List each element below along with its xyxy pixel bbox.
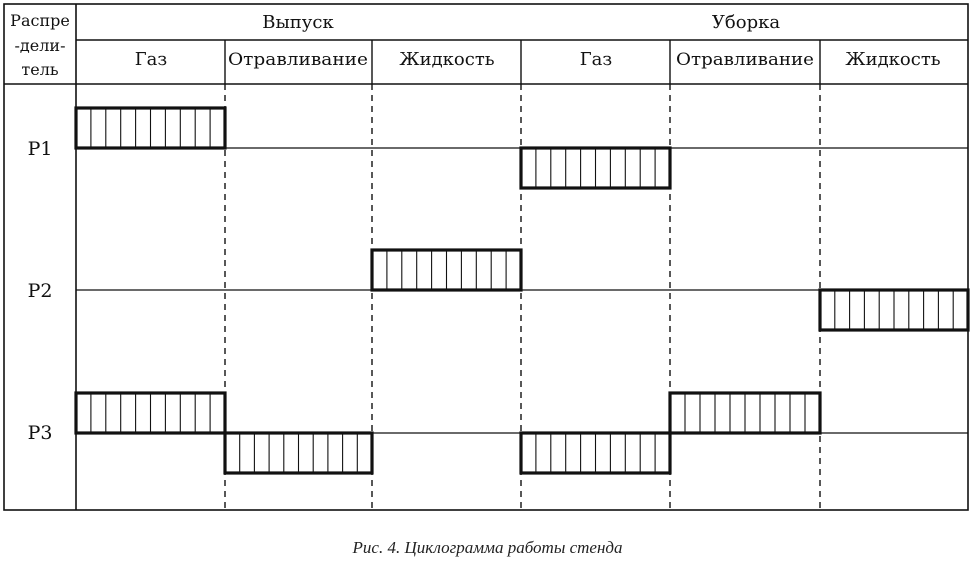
table-header [10,11,941,79]
phase-label-otravlivanie-1: Отравливание [228,50,368,70]
phase-label-gaz-1: Газ [134,49,168,70]
row-label-p2: Р2 [27,280,53,302]
pulse-Р2-phase-6 [820,290,968,330]
row-label-p1: Р1 [27,138,53,160]
pulse-Р3-phase-2 [225,433,372,473]
phase-label-otravlivanie-2: Отравливание [676,50,814,70]
corner-line-3: тель [21,60,59,79]
pulse-Р2-phase-3 [372,250,521,290]
figure-caption: Рис. 4. Циклограмма работы стенда [352,538,623,557]
group-label-vypusk: Выпуск [262,12,334,33]
pulse-Р1-phase-1 [76,108,225,148]
group-label-uborka: Уборка [711,12,781,33]
phase-label-zhidkost-1: Жидкость [399,49,495,70]
corner-line-2: -дели- [14,36,66,55]
corner-line-1: Распре [10,11,70,30]
pulse-Р3-phase-5 [670,393,820,433]
row-labels [28,138,53,444]
row-label-p3: Р3 [27,422,53,444]
pulse-Р1-phase-4 [521,148,670,188]
pulse-Р3-phase-4 [521,433,670,473]
phase-label-gaz-2: Газ [579,49,613,70]
pulse-Р3-phase-1 [76,393,225,433]
phase-label-zhidkost-2: Жидкость [845,49,941,70]
